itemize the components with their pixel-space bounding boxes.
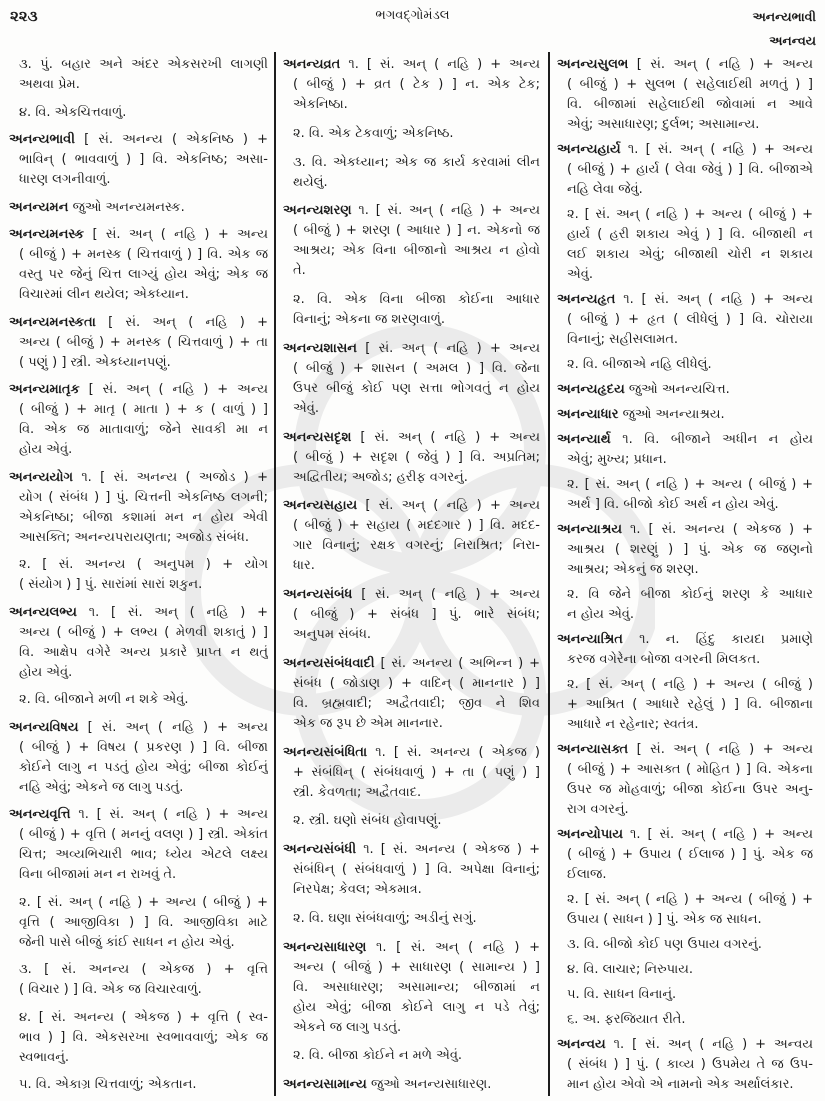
sense-paragraph [557, 1010, 813, 1030]
dictionary-entry [557, 290, 813, 350]
sense-paragraph [283, 909, 540, 929]
entry-text: [ સં. અન્ ( નહિ ) + [108, 314, 268, 330]
column-3 [557, 55, 813, 1095]
dictionary-entry [557, 430, 813, 470]
headword: અનન્યહૃદય [557, 382, 625, 397]
entry-line: ( બીજું ) + હાર્ય ( લેવા જેવું ) ] વિ. બીજાએ [567, 162, 813, 177]
entry-line: આસક્તિ; અનન્યપરાયણતા; અજોડ સંબંધ. [19, 529, 249, 545]
entry-line: ૨. [ સં. અન્ ( નહિ ) + અન્ય ( બીજું ) + [19, 894, 268, 910]
entry-line: તે. [293, 263, 306, 279]
entry-text: [ સં. અન્ ( નહિ ) + અન્ય [360, 429, 540, 445]
sense-paragraph [9, 55, 268, 95]
headword: અનન્યસાધારણ [283, 939, 367, 955]
sense-paragraph [283, 290, 540, 330]
entry-line: ૨. વિ જેને બીજા કોઈનું શરણ કે આધાર [567, 587, 813, 602]
entry-line: અન્ય ( બીજું ) + સાધારણ ( સામાન્ય ) ] [293, 959, 540, 975]
entry-line: સ્વભાવનું. [19, 1049, 70, 1065]
entry-line: વિ. આક્ષેપ વગેરે અન્ય પ્રકારે પ્રાપ્ત ન થતું [19, 644, 268, 660]
entry-text: ૧. [ સં. અન્ ( નહિ ) + અન્ય [358, 203, 540, 219]
entry-line [283, 743, 540, 763]
entry-text: ૧. [ સં. અન્ ( નહિ ) + અન્વય [613, 1037, 813, 1052]
headword: અનન્યસામાન્ય [283, 1077, 367, 1092]
dictionary-entry [283, 654, 540, 734]
sense-paragraph [557, 585, 813, 625]
entry-line [557, 740, 813, 760]
headword: અનન્યમનસ્ક [9, 227, 85, 242]
entry-line [557, 520, 813, 540]
dictionary-entry [283, 428, 540, 488]
entry-line: ૩. વિ. એકધ્યાન; એક જ કાર્ય કરવામાં લીન [293, 154, 540, 170]
entry-line: આશ્રય; એક વિના બીજાનો આશ્રય ન હોવો [293, 243, 540, 259]
entry-line: ( બીજું ) + વિષય ( પ્રકરણ ) ] વિ. બીજા [19, 739, 268, 755]
entry-line: ( બીજું ) + સંબંધ ] પું. ભારે સંબંધ; [293, 607, 540, 622]
dictionary-entry [9, 805, 268, 885]
entry-line: ગાર વિનાનું; રક્ષક વગરનું; નિરાશ્રિત; નિરા- [293, 538, 540, 554]
entry-line: ( બીજું ) + શરણ ( આધાર ) ] ન. એકનો જ [293, 223, 540, 239]
entry-line: ૨. વિ. એક વિના બીજા કોઈના આધાર [293, 292, 540, 307]
entry-line [9, 313, 268, 333]
entry-text: [ સં. અન્ ( નહિ ) + અન્ય [88, 382, 268, 397]
entry-line: વિચારમાં લીન થયેલ; એકધ્યાન. [19, 287, 189, 302]
headword: અનન્યવિષય [9, 719, 79, 735]
entry-line: અન્ય ( બીજું ) + મનસ્ક ( ચિત્તવાળું ) + તા [19, 334, 268, 350]
sense-paragraph [9, 103, 268, 123]
entry-line: + આશ્રિત ( આધારે રહેલું ) ] વિ. બીજાના [567, 697, 813, 712]
entry-line: એવું; મુખ્ય; પ્રધાન. [567, 452, 667, 467]
entry-line [557, 1035, 813, 1055]
entry-text: [ સં. અન્ ( નહિ ) + અન્ય [361, 587, 540, 602]
dictionary-entry [557, 825, 813, 885]
column-2 [283, 55, 540, 1095]
entry-line: ( બીજું ) + સદૃશ ( જેવું ) ] વિ. અપ્રતિમ; [293, 449, 540, 465]
entry-line: થયેલું. [293, 174, 328, 190]
entry-text: જુઓ અનન્યાશ્રય. [622, 407, 725, 422]
entry-line [9, 380, 268, 400]
headword: અનન્યહૃત [557, 292, 616, 307]
entry-line: ૬. અ. ફરજિયાત રીતે. [567, 1012, 686, 1027]
sense-paragraph [283, 811, 540, 831]
headword: અનન્યોપાય [557, 827, 624, 842]
entry-line: ૨. વિ. બીજાને મળી ન શકે એવું. [19, 692, 189, 707]
entry-line [557, 290, 813, 310]
entry-text: ૧. વિ. બીજાને અધીન ન હોય [622, 432, 813, 447]
entry-text: ૧. [ સં. અન્ ( નહિ ) + અન્ય [623, 292, 813, 307]
entry-line [9, 603, 268, 623]
entry-line: ૫. વિ. સાધન વિનાનું. [567, 987, 677, 1002]
headword: અનન્યમાતૃક [9, 382, 80, 397]
entry-line: વિ. એક જ માતાવાળું; જેને સાવકી મા ન [19, 422, 268, 437]
entry-line: ( બીજું ) + સહાય ( મદદગાર ) ] વિ. મદદ- [293, 518, 540, 534]
entry-line: સંબંધ ( જોડાણ ) + વાદિન્ ( માનનાર ) ] [293, 675, 540, 691]
sense-paragraph [9, 555, 268, 595]
sense-paragraph [557, 205, 813, 285]
guide-words [753, 5, 816, 53]
entry-line: નિરપેક્ષ; કેવલ; એકમાત્ર. [293, 882, 422, 897]
entry-line [9, 130, 268, 150]
entry-line: માન હોય એવો એ નામનો એક અર્થાલંકાર. [567, 1077, 794, 1092]
entry-line: વિ. બ્રહ્મવાદી; અદ્વૈતવાદી; જીવ ને શિવ [293, 695, 540, 711]
entry-line: ( બીજું ) + મનસ્ક ( ચિત્તવાળું ) ] વિ. એક જ [19, 247, 268, 262]
dictionary-entry [9, 313, 268, 373]
entry-line [283, 585, 540, 605]
dictionary-entry [557, 520, 813, 580]
entry-line [283, 1075, 540, 1095]
dictionary-entry [283, 339, 540, 419]
entry-line: ૨. વિ. એક ટેકવાળું; એકનિષ્ઠ. [293, 125, 454, 141]
entry-text: ૧. ન. હિંદુ કાયદા પ્રમાણે [639, 632, 813, 647]
sense-paragraph [557, 675, 813, 735]
entry-line: નહિ એવું; એકને જ લાગુ પડતું. [19, 779, 184, 795]
dictionary-entry [557, 740, 813, 820]
guide-word-first: અનન્યભાવી [752, 9, 816, 24]
headword: અનન્યસદૃશ [283, 429, 352, 445]
headword: અનન્યસુલભ [557, 57, 629, 72]
entry-text: ૧. [ સં. અન્ ( નહિ ) + અન્ય [78, 807, 268, 822]
entry-line: અર્થ ] વિ. બીજો કોઈ અર્થ ન હોય એવું. [567, 497, 779, 512]
entry-line: અન્ય ( બીજું ) + લભ્ય ( મેળવી શકાતું ) ] [19, 624, 268, 640]
entry-line: વૃત્તિ ( આજીવિકા ) ] વિ. આજીવિકા માટે [19, 914, 268, 930]
entry-line: વિ. બીજામાં સહેલાઈથી જોવામાં ન આવે [567, 97, 813, 112]
sense-paragraph [557, 935, 813, 955]
entry-line [283, 55, 540, 75]
entry-text: ૧. [ સં. અનન્ય ( એકજ ) + [630, 522, 813, 537]
entry-line: ૨. [ સં. અન્ ( નહિ ) + અન્ય ( બીજું ) + [567, 207, 813, 222]
sense-paragraph [283, 124, 540, 144]
entry-line [283, 496, 540, 516]
headword: અનન્યસહાય [283, 498, 358, 514]
entry-line: રાગ વગરનું. [567, 802, 629, 817]
entry-text: [ સં. અન્ ( નહિ ) + અન્ય [365, 340, 540, 356]
entry-line: ૨. વિ. બીજાએ નહિ લીધેલું. [567, 357, 712, 372]
entry-line: જેની પાસે બીજું કાંઈ સાધન ન હોય એવું. [19, 934, 235, 950]
entry-line: આશ્રય; એકનું જ શરણ. [567, 562, 699, 577]
entry-line [9, 718, 268, 738]
entry-line [557, 430, 813, 450]
headword: અનન્વય [557, 1037, 606, 1052]
entry-line: ૨. સ્ત્રી. ઘણો સંબંધ હોવાપણું. [293, 813, 442, 829]
headword: અનન્યલભ્ય [9, 604, 77, 620]
entry-line [9, 468, 268, 488]
entry-line [557, 140, 813, 160]
entry-line [9, 225, 268, 245]
entry-line: ( બીજું ) + માતૃ ( માતા ) + ક ( વાળું ) ] [19, 402, 268, 417]
entry-line: ( બીજું ) + સુલભ ( સહેલાઈથી મળતું ) ] [567, 77, 813, 92]
entry-line: લઈ શકાય એવું; બીજાથી ચોરી ન શકાય [567, 247, 813, 262]
entry-line: હાર્ય ( હરી શકાય એવું ) ] વિ. બીજાથી ન [567, 227, 813, 242]
entry-line: સ્ત્રી. કેવળતા; અદ્વૈતવાદ. [293, 784, 422, 800]
entry-line [283, 339, 540, 359]
headword: અનન્યહાર્ય [557, 142, 621, 157]
entry-line: ૩. પું. બહાર અને અંદર એકસરખી લાગણી [19, 57, 268, 72]
dictionary-entry [9, 603, 268, 683]
dictionary-entry [557, 405, 813, 425]
entry-line: ( બીજું ) + આસક્ત ( મોહિત ) ] વિ. એકના [567, 762, 813, 777]
sense-paragraph [557, 355, 813, 375]
entry-line: ૨. [ સં. અન્ ( નહિ ) + અન્ય ( બીજું ) + [567, 477, 813, 492]
column-divider [548, 52, 550, 1096]
entry-line: ૩. [ સં. અનન્ય ( એકજ ) + વૃત્તિ [19, 962, 268, 977]
entry-line [283, 201, 540, 221]
dictionary-entry [283, 496, 540, 576]
column-divider [274, 52, 276, 1096]
entry-line [283, 428, 540, 448]
dictionary-entry [557, 55, 813, 135]
sense-paragraph [9, 893, 268, 953]
entry-text: [ સં. અન્ ( નહિ ) + અન્ય [636, 742, 813, 757]
entry-line: ( બીજું ) + ઉપાય ( ઈલાજ ) ] પું. એક જ [567, 847, 813, 862]
entry-text: [ સં. અન્ ( નહિ ) + અન્ય [87, 719, 268, 735]
dictionary-entry [9, 130, 268, 190]
headword: અનન્યાસક્ત [557, 742, 629, 757]
entry-line: ન હોય એવું. [567, 607, 635, 622]
entry-line: હોય એવું; બીજા કોઈને લાગુ ન પડે તેવું; [293, 999, 540, 1015]
entry-line: ભાવિન્ ( ભાવવાળું ) ] વિ. એકનિષ્ઠ; અસા- [19, 152, 268, 167]
entry-text: ૧. [ સં. અન્ ( નહિ ) + [88, 604, 268, 620]
entry-line: અદ્વિતીય; અજોડ; હરીફ વગરનું. [293, 469, 468, 485]
entry-line: ૨. [ સં. અન્ ( નહિ ) + અન્ય ( બીજું ) + [567, 892, 813, 907]
entry-text: ૧. [ સં. અન્ ( નહિ ) + અન્ય [348, 57, 540, 72]
entry-text: ૧. [ સં. અનન્ય ( એકજ ) [375, 744, 540, 760]
entry-line [9, 805, 268, 825]
headword: અનન્યાર્થ [557, 432, 611, 447]
dictionary-entry [9, 225, 268, 305]
entry-line: ૪. [ સં. અનન્ય ( એકજ ) + વૃત્તિ ( સ્વ- [19, 1009, 268, 1025]
entry-line: યોગ ( સંબંધ ) ] પું. ચિત્તની એકનિષ્ઠ લગની; [19, 489, 268, 505]
headword: અનન્યાશ્રય [557, 522, 622, 537]
entry-line: હોય એવું. [19, 442, 73, 457]
entry-line: ( સંયોગ ) ] પું. સારાંમાં સારાં શકુન. [19, 577, 203, 592]
sense-paragraph [557, 475, 813, 515]
entry-text: ૧. [ સં. અન્ ( નહિ ) + અન્ય [630, 827, 813, 842]
headword: અનન્યસંબંધી [283, 842, 357, 857]
entry-line: ધારણ લગનીવાળું. [19, 172, 111, 187]
sense-paragraph [557, 960, 813, 980]
headword: અનન્યશાસન [283, 340, 357, 356]
entry-line: ભાવ ) ] વિ. એકસરખા સ્વભાવવાળું; એક જ [19, 1029, 268, 1045]
entry-text: ૧. [ સં. અન્ ( નહિ ) + [375, 939, 540, 955]
headword: અનન્યસંબંધવાદી [283, 655, 375, 671]
entry-line: એક જ રૂપ છે એમ માનનાર. [293, 715, 443, 731]
dictionary-entry [557, 380, 813, 400]
sense-paragraph [9, 1075, 268, 1095]
headword: અનન્યશરણ [283, 203, 352, 219]
entry-line: એવું; અસાધારણ; દુર્લભ; અસામાન્ય. [567, 117, 760, 132]
column-1 [9, 55, 268, 1095]
entry-line: ઈલાજ. [567, 867, 607, 882]
sense-paragraph [557, 890, 813, 930]
entry-text: [ સં. અન્ ( નહિ ) + અન્ય [92, 227, 268, 242]
entry-line: વસ્તુ પર જેનું ચિત્ત લાગ્યું હોય એવું; એક જ [19, 267, 268, 282]
entry-line: વિનાનું; સહીસલામત. [567, 332, 679, 347]
headword: અનન્યયોગ [9, 469, 73, 485]
entry-line: અથવા પ્રેમ. [19, 77, 80, 92]
entry-line: વિ. અસાધારણ; અસામાન્ય; બીજામાં ન [293, 979, 540, 995]
entry-line: સંબંધિન્ ( સંબંધવાળું ) ] વિ. અપેક્ષા વિનાનું; [293, 862, 540, 877]
entry-line: એવું. [567, 267, 593, 282]
entry-text: જુઓ અનન્યચિત્ત. [628, 382, 730, 397]
dictionary-entry [557, 1035, 813, 1095]
entry-text: [ સં. અન્ ( નહિ ) + અન્ય [636, 57, 813, 72]
entry-text: ૧. [ સં. અન્ ( નહિ ) + અન્ય [627, 142, 813, 157]
entry-line: આશ્રય ( શરણું ) ] પું. એક જ જણનો [567, 542, 813, 557]
headword: અનન્યમનસ્કતા [9, 314, 96, 330]
entry-line: ૨. [ સં. અનન્ય ( અનુપમ ) + યોગ [19, 557, 268, 572]
entry-text: [ સં. અનન્ય ( એકનિષ્ઠ ) + [84, 132, 268, 147]
headword: અનન્યભાવી [9, 132, 75, 147]
headword: અનન્યસંબંધિતા [283, 744, 368, 760]
entry-line: ૪. વિ. એકચિત્તવાળું. [19, 104, 127, 120]
dictionary-entry [283, 840, 540, 900]
entry-line [557, 405, 813, 425]
entry-line: ( પણું ) ] સ્ત્રી. એકધ્યાનપણું. [19, 354, 171, 370]
entry-line: ( બીજું ) + શાસન ( અમલ ) ] વિ. જેના [293, 360, 540, 376]
dictionary-entry [9, 198, 268, 218]
entry-line: ઉપાય ( સાધન ) ] પું. એક જ સાધન. [567, 912, 762, 927]
entry-text: [ સં. અન્ ( નહિ ) + અન્ય [365, 498, 540, 514]
sense-paragraph [9, 960, 268, 1000]
entry-line: હોય એવું. [19, 664, 73, 680]
entry-text: જુઓ અનન્યસાધારણ. [370, 1077, 492, 1092]
sense-paragraph [283, 1046, 540, 1066]
entry-line: ( બીજું ) + વૃત્તિ ( મનનું વલણ ) ] સ્ત્રી. એકાંત [19, 827, 268, 842]
entry-line: ( બીજું ) + હૃત ( લીધેલું ) ] વિ. ચોરાયા [567, 312, 813, 327]
entry-line: ૨. [ સં. અન્ ( નહિ ) + અન્ય ( બીજું ) [567, 677, 813, 692]
guide-word-last: અનન્વય [769, 33, 816, 48]
entry-line [9, 198, 268, 218]
entry-line: ( બીજું ) + વ્રત ( ટેક ) ] ન. એક ટેક; [293, 77, 540, 92]
headword: અનન્યમન [9, 199, 69, 215]
entry-line [557, 630, 813, 650]
entry-text: ૧. [ સં. અનન્ય ( એકજ ) + [363, 842, 540, 857]
sense-paragraph [9, 1008, 268, 1068]
dictionary-entry [283, 55, 540, 115]
entry-text: [ સં. અનન્ય ( અભિન્ન ) + [380, 655, 540, 671]
entry-line [283, 654, 540, 674]
entry-line: ચિત્ત; અવ્યભિચારી ભાવ; ધ્યેય એટલે લક્ષ્ય [19, 847, 268, 862]
entry-line: ઉપર બીજું કોઈ પણ સત્તા ભોગવતું ન હોય [293, 380, 540, 396]
entry-line: વિના બીજામાં મન ન રાખવું તે. [19, 867, 177, 882]
entry-text: જુઓ અનન્યમનસ્ક. [72, 199, 185, 215]
entry-line: આધારે ન રહેનાર; સ્વતંત્ર. [567, 717, 699, 732]
headword: અનન્યાશ્રિત [557, 632, 623, 647]
entry-line [283, 938, 540, 958]
entry-line: ( વિચાર ) ] વિ. એક જ વિચારવાળું. [19, 982, 202, 997]
page-number: ૨૨૩ [10, 7, 38, 25]
entry-line: ઉપર જ મોહવાળું; બીજા કોઈના ઉપર અનુ- [567, 782, 813, 797]
dictionary-entry [283, 938, 540, 1038]
entry-line: ૨. વિ. બીજા કોઈને ન મળે એવું. [293, 1048, 463, 1064]
entry-line: એકને જ લાગુ પડતું. [293, 1019, 402, 1035]
entry-line: + સંબંધિન્ ( સંબંધવાળું ) + તા ( પણું ) ] [293, 764, 540, 780]
entry-line: કરજ વગેરેના બોજા વગરની મિલકત. [567, 652, 761, 667]
dictionary-entry [283, 585, 540, 645]
entry-line [557, 55, 813, 75]
book-title: ભગવદ્ગોમંડલ [375, 8, 450, 23]
entry-line [283, 840, 540, 860]
sense-paragraph [283, 153, 540, 193]
entry-line: ૨. વિ. ઘણા સંબંધવાળું; અડીનું સગું. [293, 910, 477, 926]
entry-line: અનુપમ સંબંધ. [293, 627, 372, 642]
entry-line [557, 825, 813, 845]
entry-line: કોઈને લાગુ ન પડતું હોય એવું; બીજા કોઈનું [19, 759, 268, 775]
entry-line: એવું. [293, 400, 319, 416]
sense-paragraph [557, 985, 813, 1005]
entry-text: ૧. [ સં. અનન્ય ( અજોડ ) + [81, 469, 268, 485]
dictionary-entry [557, 630, 813, 670]
dictionary-entry [283, 1075, 540, 1095]
entry-line: ૪. વિ. લાચાર; નિરુપાય. [567, 962, 694, 977]
entry-line: એકનિષ્ઠા. [293, 97, 348, 112]
entry-line: ૫. વિ. એકાગ્ર ચિત્તવાળું; એકતાન. [19, 1077, 197, 1092]
entry-line: વિનાનું; એકના જ શરણવાળું. [293, 312, 446, 327]
entry-line: ( સંબંધ ) ] પું. ( કાવ્ય ) ઉપમેય તે જ ઉપ- [567, 1057, 813, 1072]
entry-line: એકનિષ્ઠા; બીજા કશામાં મન ન હોય એવી [19, 509, 268, 525]
dictionary-entry [9, 718, 268, 798]
dictionary-entry [283, 743, 540, 803]
dictionary-entry [283, 201, 540, 281]
entry-line: ૩. વિ. બીજો કોઈ પણ ઉપાય વગરનું. [567, 937, 762, 952]
dictionary-entry [557, 140, 813, 200]
entry-line: નહિ લેવા જેવું. [567, 182, 643, 197]
dictionary-entry [9, 468, 268, 548]
dictionary-entry [9, 380, 268, 460]
entry-line [557, 380, 813, 400]
headword: અનન્યાધાર [557, 407, 619, 422]
sense-paragraph [9, 690, 268, 710]
entry-line: ધાર. [293, 558, 315, 574]
headword: અનન્યસંબંધ [283, 587, 353, 602]
headword: અનન્યવ્રત [283, 57, 341, 72]
headword: અનન્યવૃત્તિ [9, 807, 71, 822]
